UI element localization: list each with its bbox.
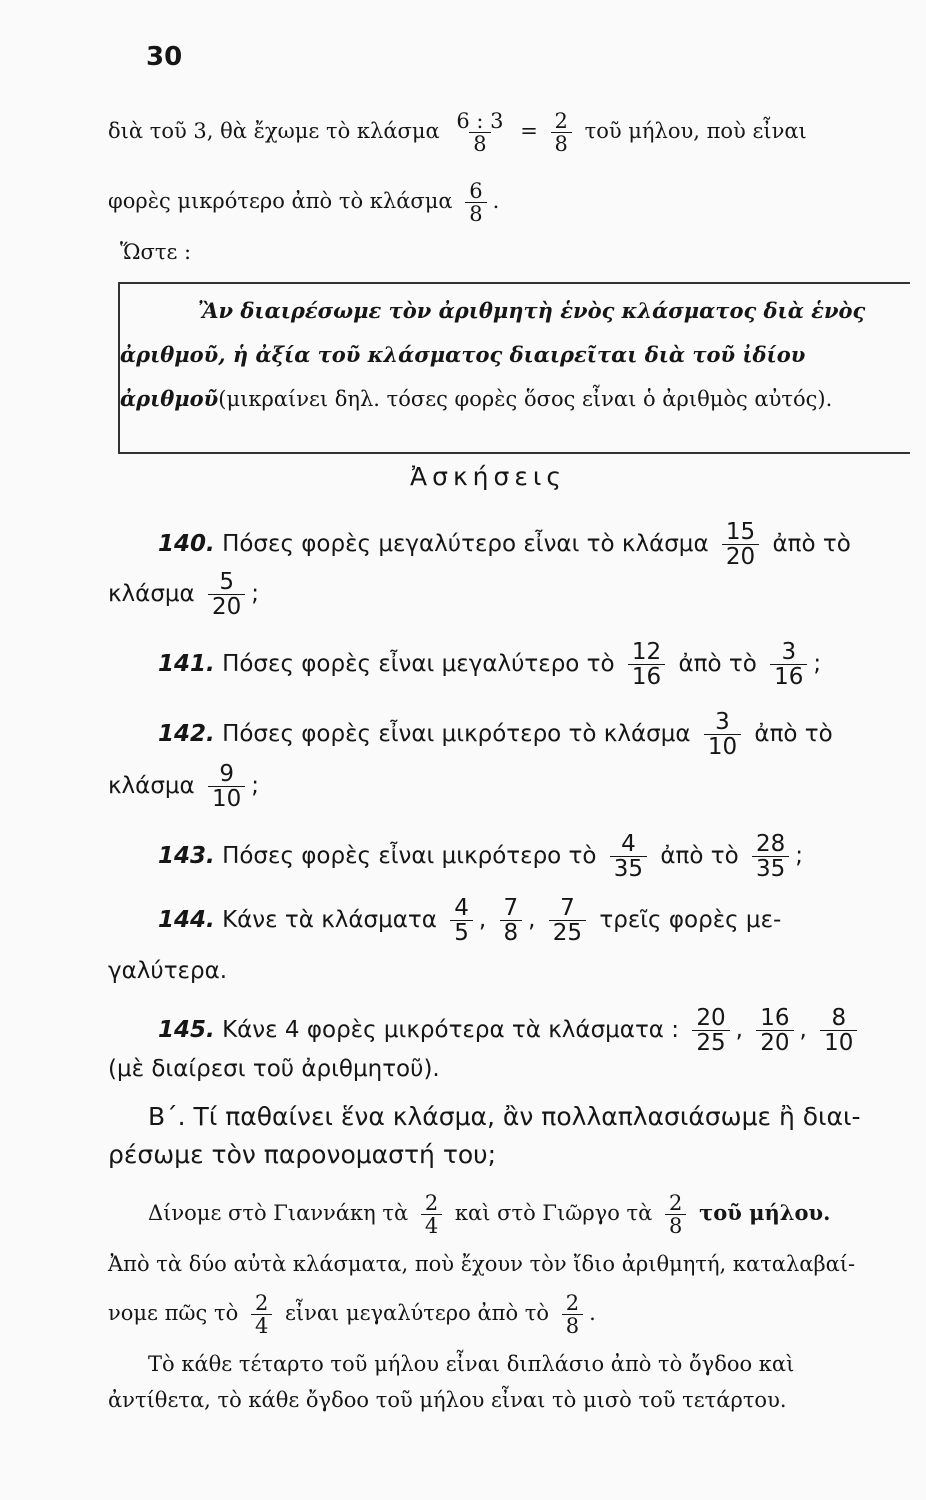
fraction-15-over-20: [722, 520, 759, 569]
numerator: 3: [781, 639, 797, 665]
rule-line-3-bold: ἀριθμοῦ: [120, 386, 219, 411]
body-text: εἶναι μεγαλύτερο ἀπὸ τὸ: [285, 1301, 550, 1326]
exercise-143: [158, 832, 803, 881]
intro-text-b: τοῦ μήλου, ποὺ εἶναι: [584, 119, 807, 144]
denominator: 10: [704, 734, 741, 759]
exercise-tail: ἀπὸ τὸ: [754, 721, 833, 748]
numerator: 12: [631, 639, 662, 665]
fraction-16-over-20: [756, 1006, 793, 1055]
numerator: 3: [715, 709, 730, 735]
denominator: 4: [251, 1314, 272, 1337]
exercise-text: κλάσμα: [108, 773, 195, 800]
exercise-text: Κάνε 4 φορὲς μικρότερα τὰ κλάσματα :: [222, 1017, 680, 1044]
numerator: 2: [669, 1191, 683, 1215]
intro-line-1: [108, 110, 807, 155]
exercise-text: Πόσες φορὲς μεγαλύτερο εἶναι τὸ κλάσμα: [222, 531, 709, 558]
intro-text-c: φορὲς μικρότερο ἀπὸ τὸ κλάσμα: [108, 189, 453, 214]
fraction-2-over-4: [251, 1292, 272, 1337]
exercise-text: Πόσες φορὲς εἶναι μεγαλύτερο τὸ: [222, 651, 615, 678]
denominator: 8: [665, 1214, 686, 1237]
fraction-8-over-10: [820, 1006, 857, 1055]
denominator: 16: [628, 664, 665, 689]
numerator: 28: [756, 831, 786, 857]
numerator: 2: [565, 1291, 580, 1315]
section-b-line-2: ρέσωμε τὸν παρονομαστή του;: [108, 1140, 497, 1169]
denominator: 8: [465, 202, 486, 225]
body-line-1: [148, 1192, 830, 1237]
fraction-2-over-4: [421, 1192, 442, 1237]
denominator: 8: [562, 1314, 583, 1337]
exercise-142-line-2: [108, 762, 259, 811]
body-line-5: ἀντίθετα, τὸ κάθε ὄγδοο τοῦ μήλου εἶναι τὸ μισὸ τοῦ τετάρτου.: [108, 1388, 787, 1412]
body-line-3: [108, 1292, 596, 1337]
numerator: 6 : 3: [456, 109, 504, 133]
rule-line-1: Ἂν διαιρέσωμε τὸν ἀριθμητὴ ἑνὸς κλάσματος διὰ ἑνὸς: [198, 298, 866, 323]
numerator: 4: [621, 831, 636, 857]
body-line-2: Ἀπὸ τὰ δύο αὐτὰ κλάσματα, ποὺ ἔχουν τὸν ἴδιο ἀριθμητή, καταλαβαί-: [108, 1252, 856, 1276]
denominator: 8: [469, 132, 490, 155]
fraction-3-over-10: [704, 710, 741, 759]
exercise-tail: τρεῖς φορὲς με-: [599, 907, 782, 934]
body-text: νομε πῶς τὸ: [108, 1301, 239, 1326]
fraction-2-over-8: [665, 1192, 686, 1237]
exercise-number: 141.: [158, 651, 215, 678]
page-number: 30: [146, 42, 183, 72]
fraction-12-over-16: [628, 640, 665, 689]
body-text: Δίνομε στὸ Γιαννάκη τὰ: [148, 1201, 409, 1226]
denominator: 35: [610, 856, 647, 881]
body-line-4: Τὸ κάθε τέταρτο τοῦ μήλου εἶναι διπλάσιο ἀπὸ τὸ ὄγδοο καὶ: [148, 1352, 795, 1376]
numerator: 9: [219, 761, 234, 787]
denominator: 16: [770, 664, 807, 689]
numerator: 4: [454, 895, 469, 921]
denominator: 8: [551, 132, 572, 155]
numerator: 7: [560, 895, 575, 921]
period: .: [492, 189, 500, 214]
fraction-4-over-5: [450, 896, 473, 945]
rule-line-3-rest: (μικραίνει δηλ. τόσες φορὲς ὅσος εἶναι ὁ ἀριθμὸς αὐτός).: [218, 387, 833, 411]
question-mark: ;: [795, 843, 804, 870]
denominator: 10: [208, 786, 245, 811]
question-mark: ;: [251, 773, 260, 800]
exercise-145: 145. Κάνε 4 φορὲς μικρότερα τὰ κλάσματα : $\frac{20}{25}$ , $\frac{16}{20}$ , $\frac{8}{10}$: [158, 1006, 863, 1055]
exercise-text: Κάνε τὰ κλάσματα: [222, 907, 437, 934]
denominator: 25: [549, 920, 586, 945]
fraction-4-over-35: [610, 832, 647, 881]
exercise-number: 140.: [158, 531, 215, 558]
fraction-7-over-25: [549, 896, 586, 945]
numerator: 2: [254, 1291, 269, 1315]
question-mark: ;: [813, 651, 822, 678]
denominator: 20: [208, 594, 245, 619]
exercise-mid: ἀπὸ τὸ: [678, 651, 757, 678]
denominator: 20: [756, 1030, 793, 1055]
numerator: 2: [424, 1191, 439, 1215]
exercise-tail: ἀπὸ τὸ: [772, 531, 851, 558]
intro-text-a: διὰ τοῦ 3, θὰ ἔχωμε τὸ κλάσμα: [108, 119, 440, 144]
exercise-text: Πόσες φορὲς εἶναι μικρότερο τὸ κλάσμα: [222, 721, 691, 748]
denominator: 4: [421, 1214, 442, 1237]
denominator: 25: [692, 1030, 729, 1055]
exercise-140-line-2: [108, 570, 259, 619]
numerator: 8: [831, 1005, 847, 1031]
exercise-142: [158, 710, 833, 759]
denominator: 10: [820, 1030, 857, 1055]
numerator: 16: [760, 1005, 790, 1031]
intro-line-2: [108, 180, 499, 225]
section-b-line-1: Β΄. Τί παθαίνει ἕνα κλάσμα, ἂν πολλαπλασιάσωμε ἢ διαι-: [148, 1102, 861, 1131]
exercise-140: [158, 520, 851, 569]
denominator: 35: [752, 856, 789, 881]
question-mark: ;: [251, 581, 260, 608]
fraction-3-over-16: [770, 640, 807, 689]
rule-line-2: ἀριθμοῦ, ἡ ἀξία τοῦ κλάσματος διαιρεῖται διὰ τοῦ ἰδίου: [120, 342, 806, 367]
rule-line-3: [120, 386, 832, 411]
period: .: [589, 1301, 596, 1326]
exercise-number: 143.: [158, 843, 215, 870]
fraction-2-over-8: [551, 110, 572, 155]
exercise-number: 145.: [158, 1017, 215, 1044]
exercise-144-line-2: γαλύτερα.: [108, 958, 228, 984]
fraction-6-over-8: [465, 180, 486, 225]
equals-sign: =: [520, 119, 538, 144]
denominator: 20: [722, 544, 759, 569]
numerator: 5: [219, 569, 234, 595]
exercise-141: [158, 640, 821, 689]
rule-box: [118, 282, 910, 454]
intro-line-3: Ὥστε :: [120, 240, 192, 264]
denominator: 5: [450, 920, 473, 945]
numerator: 7: [503, 895, 519, 921]
exercise-145-line-2: (μὲ διαίρεσι τοῦ ἀριθμητοῦ).: [108, 1056, 440, 1082]
denominator: 8: [500, 920, 523, 945]
exercise-number: 144.: [158, 907, 215, 934]
numerator: 2: [554, 109, 568, 133]
numerator: 15: [725, 519, 756, 545]
exercise-mid: ἀπὸ τὸ: [660, 843, 739, 870]
exercise-text: Πόσες φορὲς εἶναι μικρότερο τὸ: [222, 843, 597, 870]
exercise-number: 142.: [158, 721, 215, 748]
fraction-28-over-35: [752, 832, 789, 881]
exercise-text: κλάσμα: [108, 581, 195, 608]
numerator: 6: [469, 179, 483, 203]
fraction-5-over-20: [208, 570, 245, 619]
fraction-9-over-10: [208, 762, 245, 811]
fraction-20-over-25: [692, 1006, 729, 1055]
fraction-7-over-8: [500, 896, 523, 945]
fraction-2-over-8: [562, 1292, 583, 1337]
body-text: καὶ στὸ Γιῶργο τὰ: [454, 1201, 653, 1226]
body-text-bold: τοῦ μήλου.: [699, 1200, 831, 1226]
fraction-6-3-over-8: [452, 110, 507, 155]
numerator: 20: [696, 1005, 726, 1031]
exercises-heading: Ἀσκήσεις: [410, 462, 567, 491]
exercise-144: 144. Κάνε τὰ κλάσματα $\frac{4}{5}$ , $\frac{7}{8}$ , $\frac{7}{25}$ τρεῖς φορὲς με-: [158, 895, 782, 947]
